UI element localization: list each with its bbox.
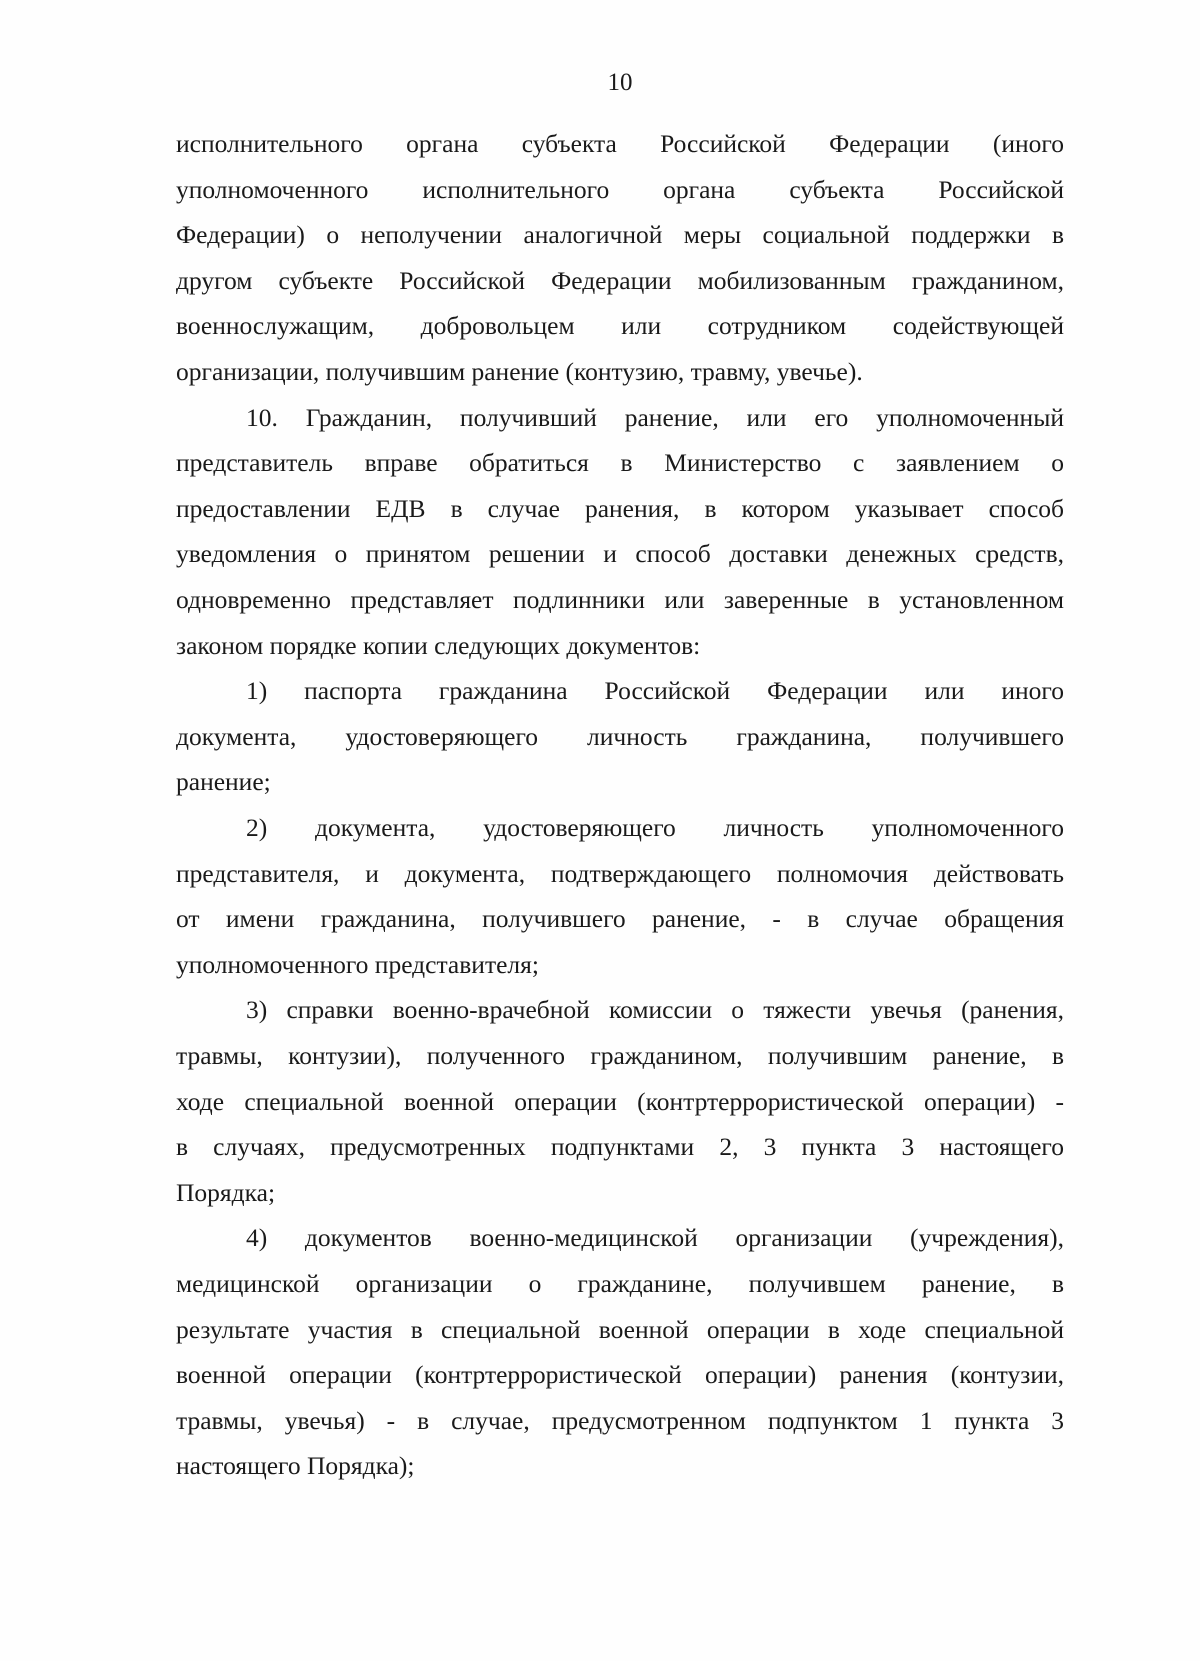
text-line: организации, получившим ранение (контузию, травму, увечье). [176,357,863,386]
text-line: от имени гражданина, получившего ранение, - в случае обращения [176,904,1064,934]
text-line: 3) справки военно-врачебной комиссии о тяжести увечья (ранения, [246,995,1064,1025]
text-line: настоящего Порядка); [176,1451,415,1481]
text-line: представитель вправе обратиться в Министерство с заявлением о [176,448,1064,478]
text-line: медицинской организации о гражданине, получившем ранение, в [176,1269,1064,1298]
text-line: Порядка; [176,1177,276,1207]
text-line: ранение; [176,767,271,797]
text-line: 2) документа, удостоверяющего личность уполномоченного [246,813,1064,842]
text-line: представителя, и документа, подтверждающего полномочия действовать [176,858,1064,888]
text-line: предоставлении ЕДВ в случае ранения, в котором указывает способ [176,493,1064,523]
text-line: 4) документов военно-медицинской организации (учреждения), [246,1223,1064,1253]
text-line: одновременно представляет подлинники или заверенные в установленном [176,585,1064,614]
text-line: другом субъекте Российской Федерации мобилизованным гражданином, [176,265,1064,295]
text-line: 10. Гражданин, получивший ранение, или его уполномоченный [246,402,1064,432]
text-line: травмы, увечья) - в случае, предусмотренном подпунктом 1 пункта 3 [176,1405,1064,1435]
text-line: травмы, контузии), полученного гражданином, получившим ранение, в [176,1041,1064,1070]
page-number: 10 [607,69,633,96]
text-line: результате участия в специальной военной операции в ходе специальной [176,1314,1064,1344]
text-line: уполномоченного представителя; [176,949,539,979]
text-line: законом порядке копии следующих документов: [176,630,701,660]
text-line: военнослужащим, добровольцем или сотрудником содействующей [176,311,1064,341]
text-line: уполномоченного исполнительного органа субъекта Российской [176,174,1064,204]
text-line: Федерации) о неполучении аналогичной меры социальной поддержки в [176,220,1064,250]
text-line: уведомления о принятом решении и способ доставки денежных средств, [176,539,1064,569]
document-body [176,120,1064,1488]
text-line: документа, удостоверяющего личность гражданина, получившего [176,721,1064,751]
text-line: в случаях, предусмотренных подпунктами 2, 3 пункта 3 настоящего [176,1132,1064,1162]
text-line: исполнительного органа субъекта Российской Федерации (иного [176,129,1064,158]
text-line: военной операции (контртеррористической операции) ранения (контузии, [176,1360,1064,1390]
text-line: 1) паспорта гражданина Российской Федерации или иного [246,676,1064,706]
text-line: ходе специальной военной операции (контртеррористической операции) - [176,1086,1064,1116]
